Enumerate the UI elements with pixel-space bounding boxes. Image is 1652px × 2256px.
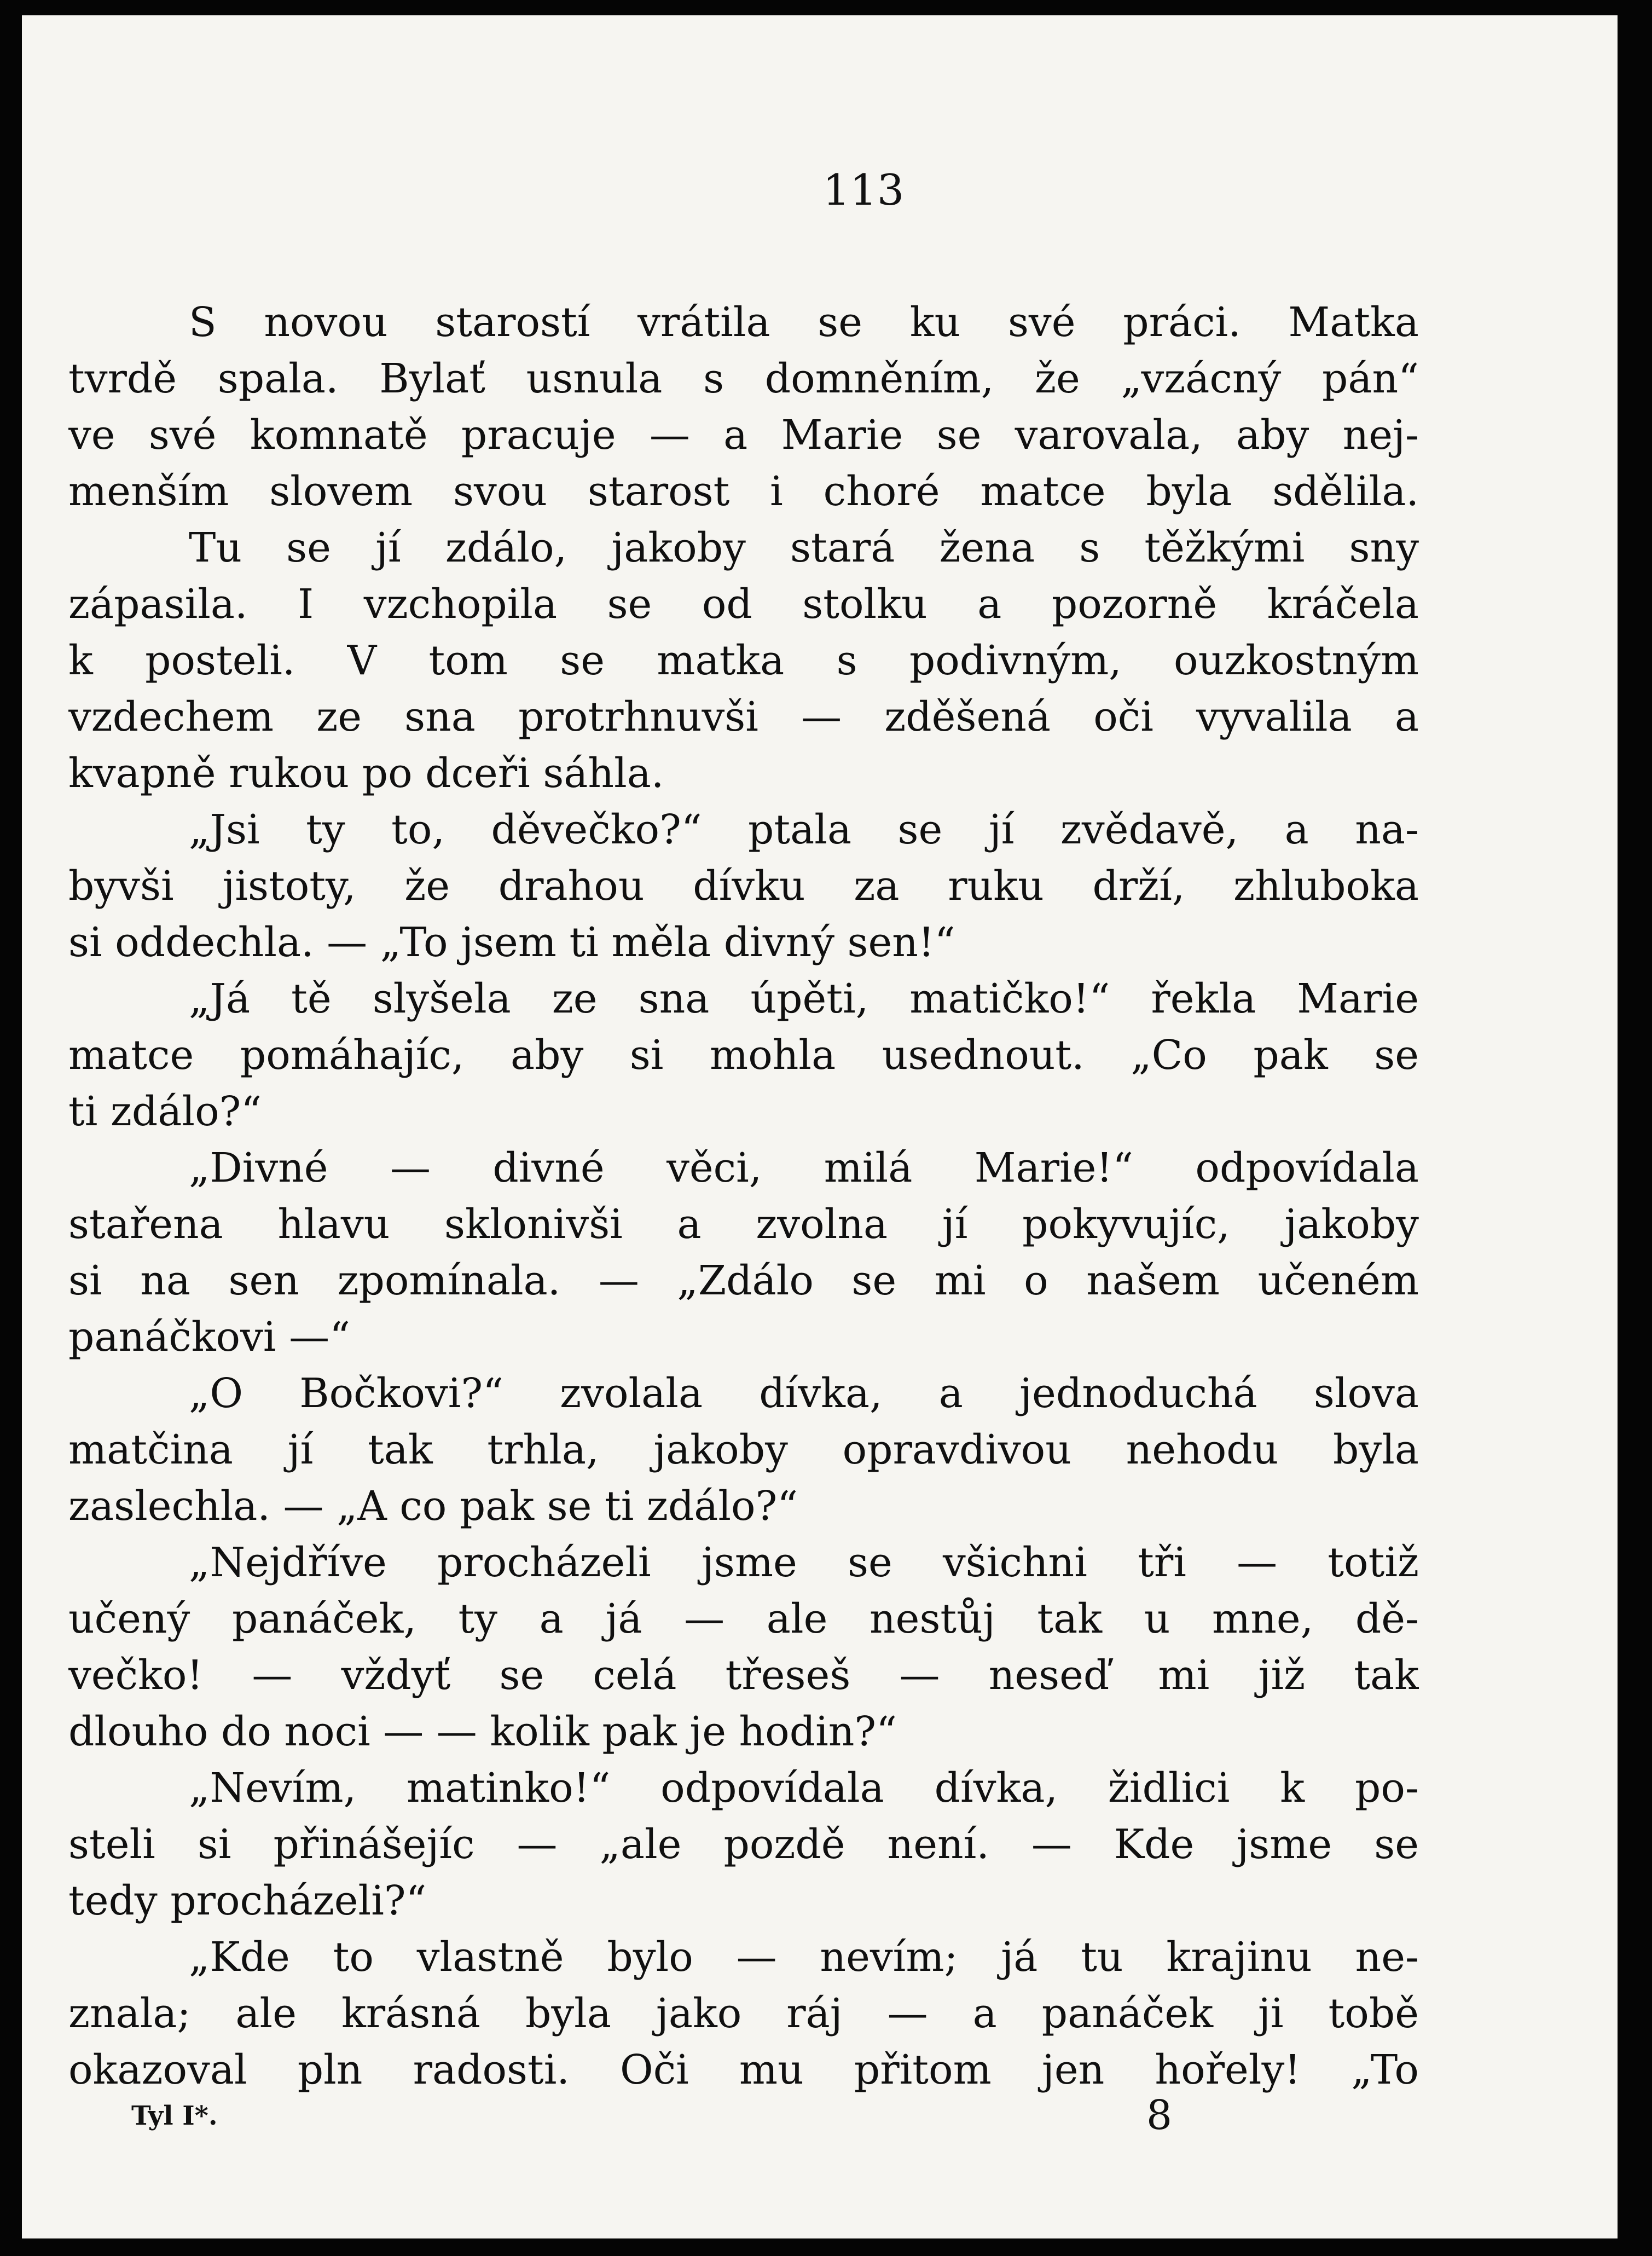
text-line: kvapně rukou po dceři sáhla. xyxy=(68,750,664,797)
text-line: učený panáček, ty a já — ale nestůj tak u mne, dě- xyxy=(68,1595,1419,1642)
text-line: S novou starostí vrátila se ku své práci. Matka xyxy=(189,299,1419,346)
text-line: steli si přinášejíc — „ale pozdě není. — Kde jsme se xyxy=(68,1821,1419,1868)
text-line: „Nejdříve procházeli jsme se všichni tři — totiž xyxy=(189,1539,1419,1586)
footer-gathering-number: 8 xyxy=(1146,2092,1173,2139)
text-line: tedy procházeli?“ xyxy=(68,1877,427,1924)
text-line: dlouho do noci — — kolik pak je hodin?“ xyxy=(68,1708,897,1755)
body-text xyxy=(68,294,1419,2098)
text-line: „Jsi ty to, děvečko?“ ptala se jí zvědavě, a na- xyxy=(189,806,1419,853)
text-line: zaslechla. — „A co pak se ti zdálo?“ xyxy=(68,1483,798,1530)
text-line: si oddechla. — „To jsem ti měla divný sen!“ xyxy=(68,919,955,966)
text-line: znala; ale krásná byla jako ráj — a panáček ji tobě xyxy=(68,1990,1419,2037)
text-line: „O Bočkovi?“ zvolala dívka, a jednoduchá slova xyxy=(189,1370,1419,1417)
text-line: „Já tě slyšela ze sna úpěti, matičko!“ řekla Marie xyxy=(189,975,1419,1022)
text-line: „Kde to vlastně bylo — nevím; já tu krajinu ne- xyxy=(189,1934,1419,1981)
page-number: 113 xyxy=(822,166,905,215)
text-line: „Nevím, matinko!“ odpovídala dívka, židlici k po- xyxy=(189,1765,1419,1812)
text-line: byvši jistoty, že drahou dívku za ruku drží, zhluboka xyxy=(68,863,1419,910)
text-line: panáčkovi —“ xyxy=(68,1314,350,1361)
text-line: k posteli. V tom se matka s podivným, ouzkostným xyxy=(68,637,1419,684)
text-line: Tu se jí zdálo, jakoby stará žena s těžkými sny xyxy=(189,524,1419,571)
text-line: si na sen zpomínala. — „Zdálo se mi o našem učeném xyxy=(68,1257,1419,1304)
text-line: matčina jí tak trhla, jakoby opravdivou nehodu byla xyxy=(68,1426,1419,1473)
footer-signature: Tyl I*. xyxy=(131,2101,218,2131)
text-line: tvrdě spala. Bylať usnula s domněním, že „vzácný pán“ xyxy=(68,355,1419,402)
text-line: vzdechem ze sna protrhnuvši — zděšená oči vyvalila a xyxy=(68,693,1419,741)
text-line: matce pomáhajíc, aby si mohla usednout. „Co pak se xyxy=(68,1032,1419,1079)
text-line: „Divné — divné věci, milá Marie!“ odpovídala xyxy=(189,1144,1419,1191)
text-line: okazoval pln radosti. Oči mu přitom jen hořely! „To xyxy=(68,2046,1419,2093)
text-line: ve své komnatě pracuje — a Marie se varovala, aby nej- xyxy=(68,412,1419,459)
text-line: večko! — vždyť se celá třeseš — neseď mi již tak xyxy=(68,1652,1419,1699)
text-line: ti zdálo?“ xyxy=(68,1088,262,1135)
text-line: zápasila. I vzchopila se od stolku a pozorně kráčela xyxy=(68,581,1419,628)
text-line: stařena hlavu sklonivši a zvolna jí pokyvujíc, jakoby xyxy=(68,1201,1419,1248)
text-line: menším slovem svou starost i choré matce byla sdělila. xyxy=(68,468,1419,515)
book-page xyxy=(22,15,1618,2238)
